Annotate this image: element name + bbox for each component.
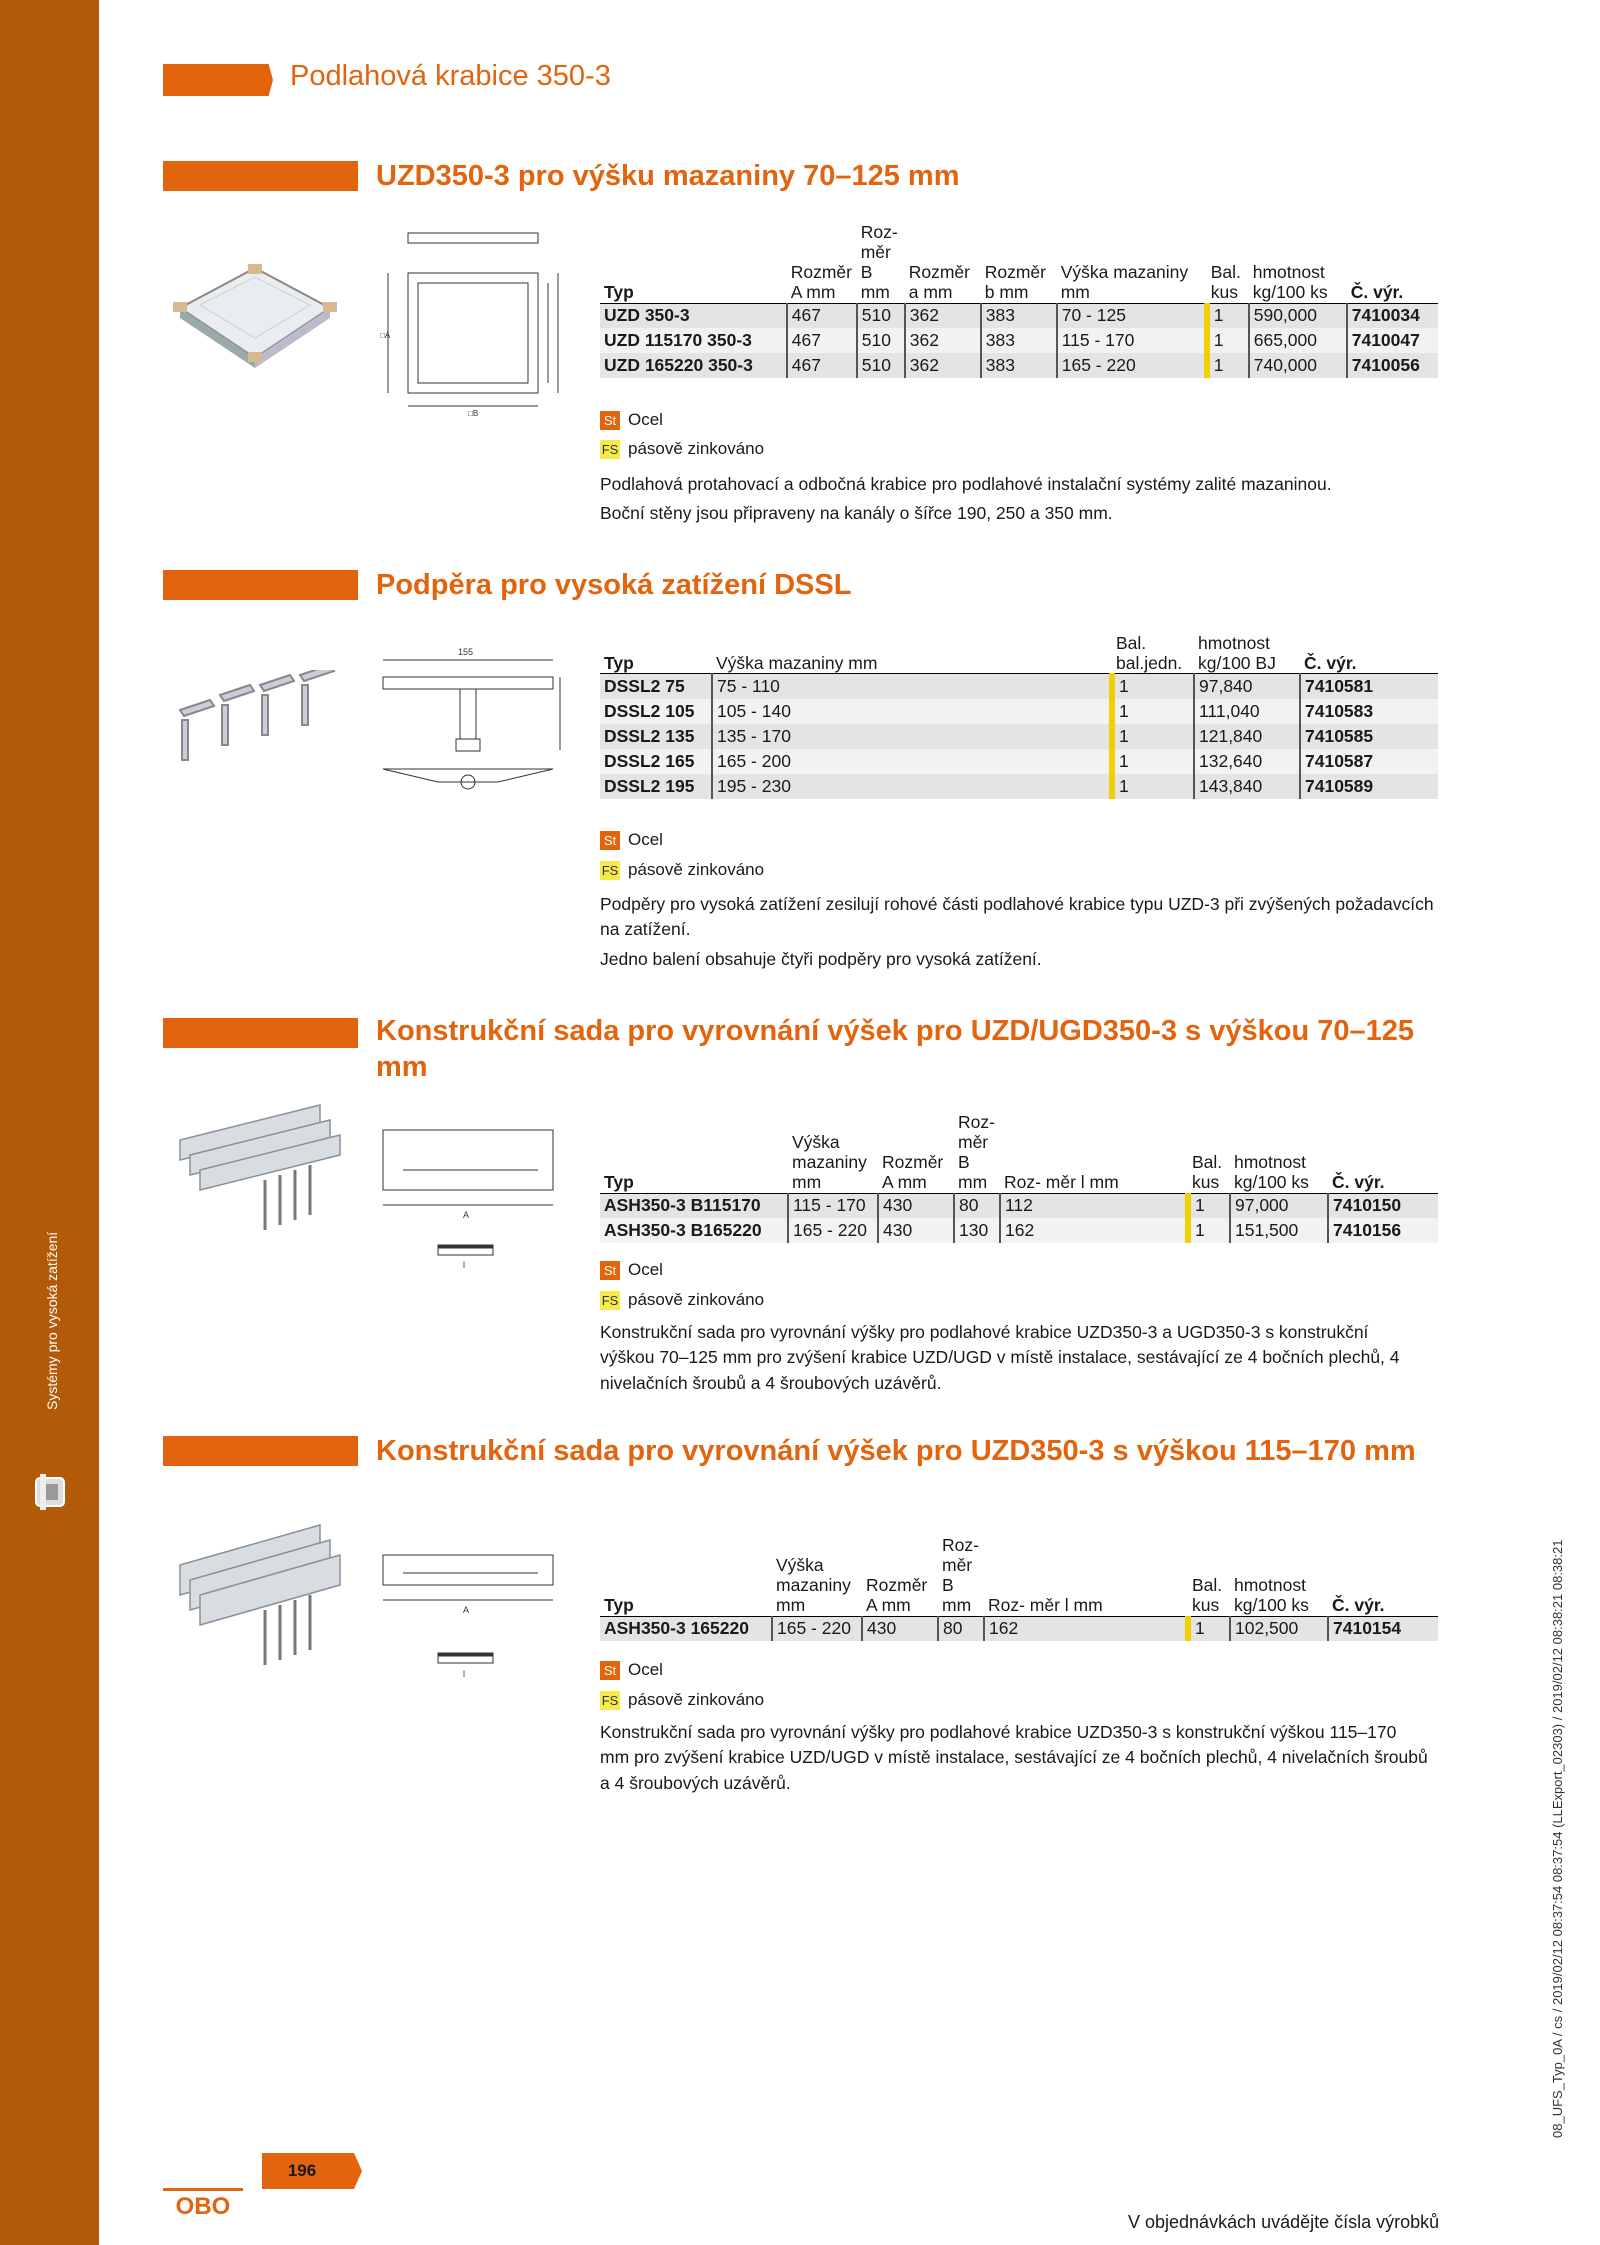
- col-header: Roz- měr B mm: [938, 1535, 984, 1616]
- product-table: [600, 1535, 1438, 1641]
- svg-text:A: A: [463, 1210, 470, 1220]
- table-row: [600, 303, 1438, 328]
- finish-legend: [600, 1290, 764, 1310]
- table-cell: 1: [1188, 1218, 1230, 1243]
- col-header: Typ: [600, 1535, 772, 1616]
- col-header: hmotnost kg/100 BJ: [1194, 633, 1300, 674]
- legend-label: Ocel: [628, 1260, 663, 1279]
- section-title: UZD350-3 pro výšku mazaniny 70–125 mm: [376, 160, 960, 192]
- table-cell: 7410034: [1347, 303, 1438, 328]
- svg-text:l: l: [463, 1260, 465, 1270]
- table-cell: 430: [862, 1616, 938, 1641]
- table-cell: 7410583: [1300, 699, 1438, 724]
- table-row: [600, 353, 1438, 378]
- description-text: Podlahová protahovací a odbočná krabice pro podlahové instalační systémy zalité mazaninou.: [600, 474, 1332, 494]
- section-description: [600, 1720, 1430, 1800]
- table-cell: 467: [787, 353, 857, 378]
- support-drawing: [378, 642, 568, 822]
- col-header: Rozměr A mm: [878, 1112, 954, 1193]
- support-photo: [160, 670, 350, 780]
- table-cell: 7410585: [1300, 724, 1438, 749]
- table-cell: 590,000: [1249, 303, 1347, 328]
- legend-label: pásově zinkováno: [628, 439, 765, 458]
- section-accent-bar: [163, 1436, 358, 1466]
- col-header: Bal. kus: [1188, 1112, 1230, 1193]
- col-header: Roz- měr B mm: [954, 1112, 1000, 1193]
- table-cell: 1: [1188, 1616, 1230, 1641]
- table-cell: 162: [1000, 1218, 1188, 1243]
- col-header: hmotnost kg/100 ks: [1230, 1535, 1328, 1616]
- section-title: Podpěra pro vysoká zatížení DSSL: [376, 569, 852, 601]
- table-cell: 130: [954, 1218, 1000, 1243]
- material-legend: [600, 1660, 663, 1680]
- table-cell: 115 - 170: [1057, 328, 1207, 353]
- section-description: [600, 472, 1440, 531]
- table-cell: 362: [905, 353, 981, 378]
- svg-text:□A: □A: [380, 331, 391, 340]
- table-cell: 467: [787, 303, 857, 328]
- col-header: Bal. bal.jedn.: [1112, 633, 1194, 674]
- table-cell: 7410587: [1300, 749, 1438, 774]
- table-cell: DSSL2 135: [600, 724, 712, 749]
- print-info: 08_UFS_Typ_0A / cs / 2019/02/12 08:37:54 08:37:54 (LLExport_02303) / 2019/02/12 08:38:21 08:38:21: [1550, 1539, 1565, 2138]
- table-row: [600, 1616, 1438, 1641]
- table-row: [600, 1218, 1438, 1243]
- table-row: [600, 328, 1438, 353]
- material-legend: [600, 410, 663, 430]
- page-number: 196: [287, 2161, 317, 2180]
- table-cell: DSSL2 195: [600, 774, 712, 799]
- table-cell: 740,000: [1249, 353, 1347, 378]
- table-cell: 1: [1207, 328, 1249, 353]
- svg-text:155: 155: [458, 647, 474, 657]
- table-cell: 112: [1000, 1193, 1188, 1218]
- sidebar-label: Systémy pro vysoká zatížení: [44, 1231, 60, 1410]
- table-cell: 97,840: [1194, 674, 1300, 699]
- table-cell: 135 - 170: [712, 724, 1112, 749]
- table-cell: ASH350-3 B115170: [600, 1193, 788, 1218]
- section-description: [600, 1320, 1400, 1400]
- finish-legend: [600, 860, 764, 880]
- col-header: Typ: [600, 1112, 788, 1193]
- table-cell: 7410156: [1328, 1218, 1438, 1243]
- legend-label: pásově zinkováno: [628, 1690, 765, 1709]
- table-cell: 80: [938, 1616, 984, 1641]
- col-header: hmotnost kg/100 ks: [1249, 222, 1347, 303]
- col-header: Výška mazaniny mm: [1057, 222, 1207, 303]
- table-cell: 165 - 220: [772, 1616, 862, 1641]
- col-header: Roz- měr l mm: [984, 1535, 1188, 1616]
- section-title: Konstrukční sada pro vyrovnání výšek pro UZD/UGD350-3 s výškou 70–125 mm: [376, 1015, 1414, 1084]
- table-cell: 1: [1112, 674, 1194, 699]
- table-cell: 510: [857, 303, 905, 328]
- table-cell: 105 - 140: [712, 699, 1112, 724]
- height-kit-photo: [170, 1520, 350, 1680]
- table-row: [600, 774, 1438, 799]
- table-cell: 7410154: [1328, 1616, 1438, 1641]
- col-header: Č. výr.: [1328, 1535, 1438, 1616]
- section-accent-bar: [163, 161, 358, 191]
- sidebar: [0, 0, 99, 2245]
- floor-box-icon: [32, 1470, 68, 1514]
- section-accent-bar: [163, 1018, 358, 1048]
- table-row: [600, 699, 1438, 724]
- table-cell: UZD 350-3: [600, 303, 787, 328]
- col-header: Č. výr.: [1300, 633, 1438, 674]
- finish-badge: FS: [601, 441, 619, 457]
- description-text: Jedno balení obsahuje čtyři podpěry pro vysoká zatížení.: [600, 948, 1042, 969]
- table-cell: UZD 165220 350-3: [600, 353, 787, 378]
- table-cell: 162: [984, 1616, 1188, 1641]
- table-cell: 665,000: [1249, 328, 1347, 353]
- finish-badge: FS: [601, 1292, 619, 1308]
- height-kit-drawing: [378, 1120, 568, 1280]
- material-legend: [600, 1260, 663, 1280]
- table-cell: 7410150: [1328, 1193, 1438, 1218]
- description-text: Konstrukční sada pro vyrovnání výšky pro podlahové krabice UZD350-3 a UGD350-3 s konstrukční výškou 70–125 mm pro zvýšení krabice UZD/UGD v místě instalace, sestávající ze 4 bočních plechů, 4 nivelačních šroubů a 4 šroubových uzávěrů.: [600, 1322, 1400, 1393]
- table-cell: 70 - 125: [1057, 303, 1207, 328]
- col-header: Rozměr a mm: [905, 222, 981, 303]
- table-cell: 430: [878, 1218, 954, 1243]
- col-header: hmotnost kg/100 ks: [1230, 1112, 1328, 1193]
- table-row: [600, 724, 1438, 749]
- steel-badge: St: [600, 1261, 620, 1280]
- col-header: Typ: [600, 222, 787, 303]
- height-kit-drawing: [378, 1545, 568, 1695]
- table-cell: DSSL2 75: [600, 674, 712, 699]
- col-header: Bal. kus: [1188, 1535, 1230, 1616]
- product-table: [600, 222, 1438, 378]
- table-cell: 362: [905, 328, 981, 353]
- footer-note: V objednávkách uvádějte čísla výrobků: [1128, 2212, 1440, 2232]
- col-header: Výška mazaniny mm: [788, 1112, 878, 1193]
- table-cell: 1: [1112, 724, 1194, 749]
- table-cell: ASH350-3 B165220: [600, 1218, 788, 1243]
- product-table: [600, 633, 1438, 799]
- steel-badge: St: [600, 1661, 620, 1680]
- col-header: Rozměr b mm: [981, 222, 1057, 303]
- table-cell: 195 - 230: [712, 774, 1112, 799]
- table-row: [600, 749, 1438, 774]
- table-cell: 1: [1112, 774, 1194, 799]
- col-header: Roz- měr l mm: [1000, 1112, 1188, 1193]
- table-cell: 1: [1112, 699, 1194, 724]
- table-cell: 383: [981, 303, 1057, 328]
- section-description: [600, 892, 1440, 976]
- description-text: Konstrukční sada pro vyrovnání výšky pro podlahové krabice UZD350-3 s konstrukční výškou 115–170 mm pro zvýšení krabice UZD/UGD v místě instalace, sestávající ze 4 bočních plechů, 4 nivelačních šroubů a 4 šroubových uzávěrů.: [600, 1722, 1428, 1793]
- col-header: Rozměr A mm: [787, 222, 857, 303]
- header-accent-bar: [163, 64, 273, 96]
- col-header: Výška mazaniny mm: [712, 633, 1112, 674]
- finish-badge: FS: [601, 862, 619, 878]
- finish-legend: [600, 1690, 764, 1710]
- table-cell: 75 - 110: [712, 674, 1112, 699]
- svg-text:OBO: OBO: [175, 2193, 231, 2220]
- table-cell: 1: [1188, 1193, 1230, 1218]
- table-cell: 102,500: [1230, 1616, 1328, 1641]
- section-accent-bar: [163, 570, 358, 600]
- table-cell: 121,840: [1194, 724, 1300, 749]
- legend-label: pásově zinkováno: [628, 860, 765, 879]
- col-header: Roz- měr B mm: [857, 222, 905, 303]
- table-cell: 132,640: [1194, 749, 1300, 774]
- obo-logo: [163, 2184, 243, 2220]
- legend-label: Ocel: [628, 410, 663, 429]
- table-cell: 165 - 220: [788, 1218, 878, 1243]
- table-cell: 510: [857, 328, 905, 353]
- table-cell: 383: [981, 328, 1057, 353]
- table-cell: 430: [878, 1193, 954, 1218]
- table-cell: 1: [1207, 353, 1249, 378]
- description-text: Podpěry pro vysoká zatížení zesilují rohové části podlahové krabice typu UZD-3 při zvýšených požadavcích na zatížení.: [600, 894, 1434, 940]
- floor-box-photo: [170, 260, 340, 370]
- steel-badge: St: [600, 411, 620, 430]
- product-table: [600, 1112, 1438, 1243]
- svg-text:□B: □B: [468, 409, 479, 418]
- table-cell: 7410056: [1347, 353, 1438, 378]
- table-cell: DSSL2 165: [600, 749, 712, 774]
- page-title: Podlahová krabice 350-3: [290, 60, 611, 92]
- table-cell: 115 - 170: [788, 1193, 878, 1218]
- table-cell: 510: [857, 353, 905, 378]
- table-cell: 151,500: [1230, 1218, 1328, 1243]
- floor-box-drawing: [378, 228, 568, 418]
- table-cell: 97,000: [1230, 1193, 1328, 1218]
- table-cell: 165 - 200: [712, 749, 1112, 774]
- legend-label: Ocel: [628, 830, 663, 849]
- table-cell: UZD 115170 350-3: [600, 328, 787, 353]
- steel-badge: St: [600, 831, 620, 850]
- table-cell: 1: [1207, 303, 1249, 328]
- table-cell: 80: [954, 1193, 1000, 1218]
- table-row: [600, 1193, 1438, 1218]
- table-cell: 165 - 220: [1057, 353, 1207, 378]
- finish-badge: FS: [601, 1692, 619, 1708]
- legend-label: pásově zinkováno: [628, 1290, 765, 1309]
- col-header: Č. výr.: [1347, 222, 1438, 303]
- section-title: Konstrukční sada pro vyrovnání výšek pro UZD350-3 s výškou 115–170 mm: [376, 1435, 1416, 1467]
- table-cell: 7410589: [1300, 774, 1438, 799]
- col-header: Bal. kus: [1207, 222, 1249, 303]
- description-text: Boční stěny jsou připraveny na kanály o šířce 190, 250 a 350 mm.: [600, 503, 1113, 524]
- col-header: Rozměr A mm: [862, 1535, 938, 1616]
- table-cell: 7410047: [1347, 328, 1438, 353]
- table-cell: 467: [787, 328, 857, 353]
- col-header: Výška mazaniny mm: [772, 1535, 862, 1616]
- col-header: Typ: [600, 633, 712, 674]
- table-cell: 383: [981, 353, 1057, 378]
- material-legend: [600, 830, 663, 850]
- svg-text:A: A: [463, 1605, 470, 1615]
- table-cell: 143,840: [1194, 774, 1300, 799]
- table-row: [600, 674, 1438, 699]
- table-cell: 111,040: [1194, 699, 1300, 724]
- table-cell: 362: [905, 303, 981, 328]
- legend-label: Ocel: [628, 1660, 663, 1679]
- table-cell: ASH350-3 165220: [600, 1616, 772, 1641]
- table-cell: 7410581: [1300, 674, 1438, 699]
- col-header: Č. výr.: [1328, 1112, 1438, 1193]
- finish-legend: [600, 439, 764, 459]
- height-kit-photo: [170, 1100, 350, 1250]
- table-cell: 1: [1112, 749, 1194, 774]
- svg-text:l: l: [463, 1669, 465, 1679]
- table-cell: DSSL2 105: [600, 699, 712, 724]
